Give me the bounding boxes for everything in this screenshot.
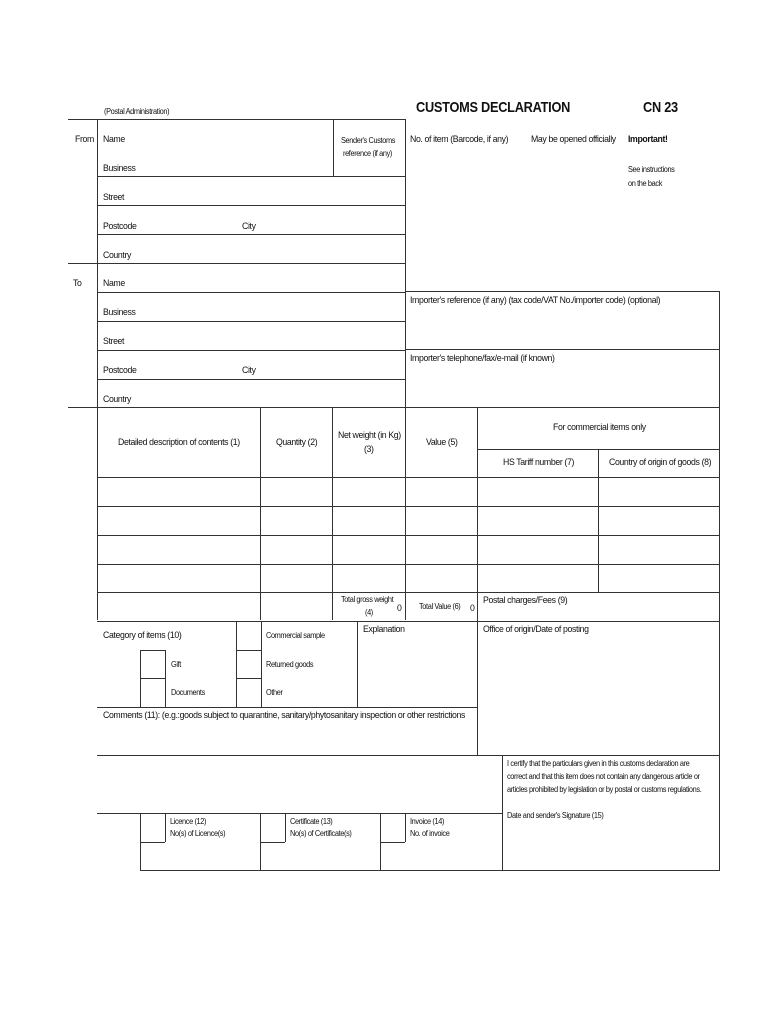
instructions-label-2: on the back: [628, 179, 663, 188]
sender-street-label: Street: [103, 192, 125, 203]
recipient-street-label: Street: [103, 336, 125, 347]
total-gross-weight-value[interactable]: 0: [397, 603, 402, 614]
item-number-label: No. of item (Barcode, if any): [410, 134, 509, 145]
important-label: Important!: [628, 134, 668, 145]
net-weight-header-2: (3): [364, 444, 374, 455]
signature-field[interactable]: [503, 825, 718, 869]
recipient-city-label: City: [242, 365, 256, 376]
importer-contact-label: Importer's telephone/fax/e-mail (if known): [410, 353, 555, 364]
commercial-items-header: For commercial items only: [553, 422, 646, 433]
hs-tariff-header: HS Tariff number (7): [503, 457, 575, 468]
table-row[interactable]: [98, 478, 718, 505]
sender-name-field[interactable]: [140, 122, 330, 174]
certification-text: I certify that the particulars given in this customs declaration are: [507, 759, 690, 768]
gift-label: Gift: [171, 660, 181, 669]
sender-name-label: Name: [103, 134, 125, 145]
licence-number-label: No(s) of Licence(s): [170, 829, 226, 838]
recipient-postcode-label: Postcode: [103, 365, 137, 376]
total-value-label: Total Value (6): [419, 602, 461, 611]
recipient-business-label: Business: [103, 307, 136, 318]
other-checkbox[interactable]: [237, 679, 261, 706]
sender-business-label: Business: [103, 163, 136, 174]
sender-customs-reference-label: Sender's Customs: [341, 136, 396, 145]
category-label: Category of items (10): [103, 630, 182, 641]
certificate-label: Certificate (13): [290, 817, 333, 826]
postal-charges-label: Postal charges/Fees (9): [483, 595, 568, 606]
signature-label: Date and sender's Signature (15): [507, 811, 604, 820]
licence-checkbox[interactable]: [141, 814, 165, 841]
total-value-value[interactable]: 0: [470, 603, 475, 614]
net-weight-header: Net weight (in Kg): [338, 430, 401, 441]
comments-field[interactable]: [98, 756, 501, 812]
returned-goods-checkbox[interactable]: [237, 651, 261, 678]
form-title: CUSTOMS DECLARATION: [416, 99, 571, 116]
description-header: Detailed description of contents (1): [118, 437, 240, 448]
certificate-checkbox[interactable]: [261, 814, 285, 841]
table-row[interactable]: [98, 536, 718, 563]
certification-text-2: correct and that this item does not contain any dangerous article or: [507, 772, 700, 781]
recipient-name-label: Name: [103, 278, 125, 289]
total-gross-weight-label-2: (4): [365, 608, 373, 617]
sender-postcode-label: Postcode: [103, 221, 137, 232]
licence-label: Licence (12): [170, 817, 207, 826]
certificate-number-label: No(s) of Certificate(s): [290, 829, 352, 838]
country-origin-header: Country of origin of goods (8): [609, 457, 712, 468]
from-label: From: [75, 134, 94, 145]
form-code: CN 23: [643, 99, 678, 116]
explanation-label: Explanation: [363, 624, 405, 635]
commercial-sample-checkbox[interactable]: [237, 622, 261, 649]
other-label: Other: [266, 688, 283, 697]
office-origin-label: Office of origin/Date of posting: [483, 624, 589, 635]
sender-country-label: Country: [103, 250, 132, 261]
quantity-header: Quantity (2): [276, 437, 318, 448]
instructions-label: See instructions: [628, 165, 675, 174]
sender-customs-reference-label-2: reference (if any): [343, 149, 393, 158]
table-row[interactable]: [98, 565, 718, 591]
commercial-sample-label: Commercial sample: [266, 631, 325, 640]
postal-administration-label: (Postal Administration): [104, 107, 170, 116]
certification-text-3: articles prohibited by legislation or by postal or customs regulations.: [507, 785, 702, 794]
importer-reference-label: Importer's reference (if any) (tax code/VAT No./importer code) (optional): [410, 295, 661, 306]
documents-label: Documents: [171, 688, 205, 697]
recipient-country-label: Country: [103, 394, 132, 405]
to-label: To: [73, 278, 82, 289]
sender-city-label: City: [242, 221, 256, 232]
comments-label: Comments (11): (e.g.:goods subject to quarantine, sanitary/phytosanitary inspection or other restrictions: [103, 710, 465, 721]
gift-checkbox[interactable]: [141, 651, 165, 678]
invoice-checkbox[interactable]: [381, 814, 405, 841]
documents-checkbox[interactable]: [141, 679, 165, 706]
returned-goods-label: Returned goods: [266, 660, 314, 669]
sender-street-field[interactable]: [140, 178, 400, 204]
invoice-number-label: No. of invoice: [410, 829, 450, 838]
total-gross-weight-label: Total gross weight: [341, 595, 394, 604]
invoice-label: Invoice (14): [410, 817, 445, 826]
may-be-opened-label: May be opened officially: [531, 134, 616, 145]
value-header: Value (5): [426, 437, 458, 448]
table-row[interactable]: [98, 507, 718, 534]
